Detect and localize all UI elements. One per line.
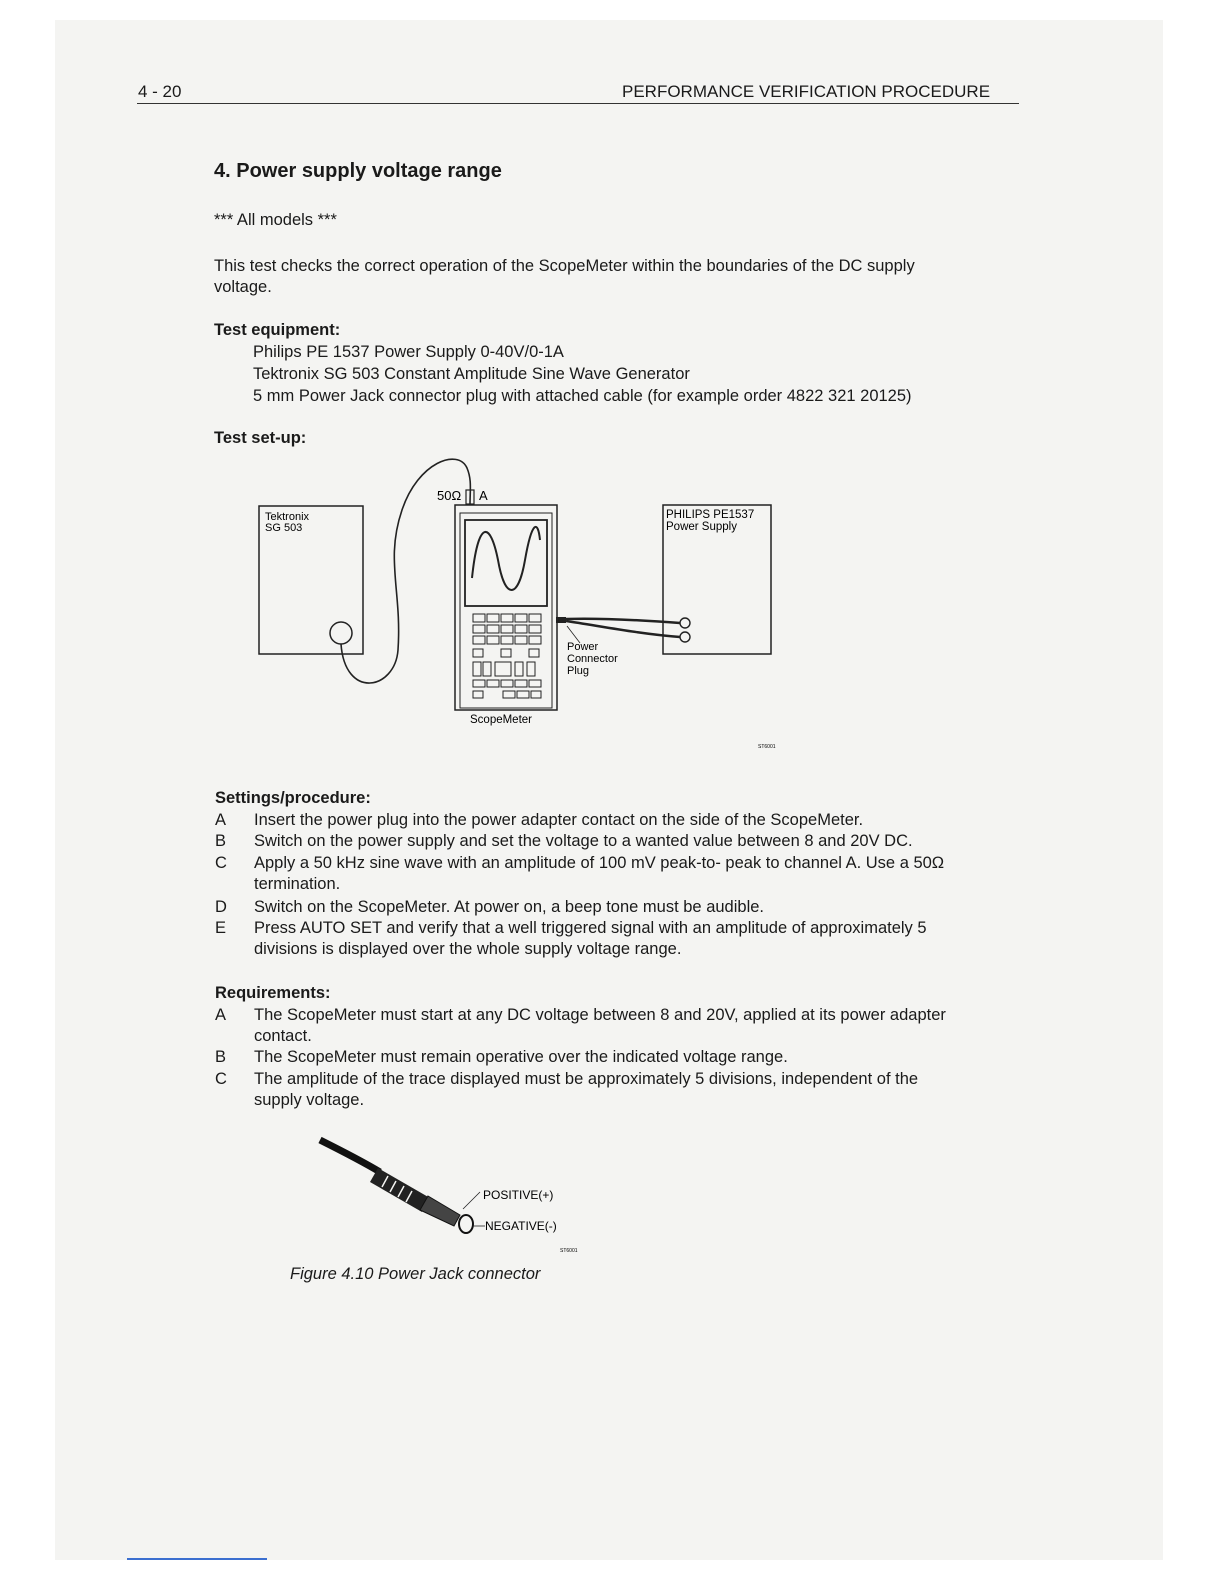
jack-body: [420, 1196, 460, 1226]
item-text: The ScopeMeter must remain operative over the indicated voltage range.: [254, 1048, 788, 1066]
item-text: termination.: [254, 875, 341, 893]
item-text: The amplitude of the trace displayed must be approximately 5 divisions, independent of the: [254, 1070, 919, 1088]
plug-label-3: Plug: [567, 665, 590, 677]
item-text: Press AUTO SET and verify that a well triggered signal with an amplitude of approximately 5: [254, 919, 927, 937]
scopemeter-label: ScopeMeter: [470, 714, 533, 726]
item-key: A: [215, 811, 227, 829]
channel-label: A: [479, 488, 488, 503]
item-text: Switch on the power supply and set the voltage to a wanted value between 8 and 20V DC.: [254, 832, 913, 850]
setup-title: Test set-up:: [214, 429, 307, 447]
power-plug: [556, 617, 566, 623]
positive-label: POSITIVE(+): [483, 1188, 554, 1202]
equipment-item: Philips PE 1537 Power Supply 0-40V/0-1A: [253, 343, 564, 361]
intro-line-1: This test checks the correct operation of the ScopeMeter within the boundaries of the DC supply: [214, 257, 915, 275]
bottom-accent-line: [127, 1558, 267, 1560]
section-title: PERFORMANCE VERIFICATION PROCEDURE: [622, 82, 991, 101]
models-note: *** All models ***: [214, 211, 337, 229]
item-text: Apply a 50 kHz sine wave with an amplitude of 100 mV peak-to- peak to channel A. Use a 50Ω: [254, 854, 945, 872]
scopemeter-body: [455, 505, 557, 710]
intro-line-2: voltage.: [214, 278, 272, 296]
item-key: C: [215, 854, 227, 872]
supply-label-2: Power Supply: [666, 521, 737, 533]
jack-figure-code: ST6001: [560, 1248, 578, 1254]
jack-sleeve: [459, 1215, 473, 1233]
generator-label-1: Tektronix: [265, 511, 310, 523]
item-text: Switch on the ScopeMeter. At power on, a beep tone must be audible.: [254, 898, 764, 916]
page-number: 4 - 20: [138, 82, 182, 101]
generator-output-connector: [330, 622, 352, 644]
generator-label-2: SG 503: [265, 522, 303, 534]
plug-label-1: Power: [567, 641, 599, 653]
supply-terminal-negative: [680, 632, 690, 642]
plug-label-2: Connector: [567, 653, 618, 665]
item-text: contact.: [254, 1027, 312, 1045]
equipment-item: Tektronix SG 503 Constant Amplitude Sine Wave Generator: [253, 365, 690, 383]
item-text: Insert the power plug into the power adapter contact on the side of the ScopeMeter.: [254, 811, 864, 829]
diagram-code: ST6001: [758, 744, 776, 750]
item-key: B: [215, 832, 227, 850]
equipment-item: 5 mm Power Jack connector plug with attached cable (for example order 4822 321 20125): [253, 387, 912, 405]
requirements-title: Requirements:: [215, 984, 331, 1002]
negative-label: NEGATIVE(-): [485, 1219, 557, 1233]
section-heading: 4. Power supply voltage range: [214, 160, 502, 182]
termination-label: 50Ω: [437, 488, 462, 503]
equipment-title: Test equipment:: [214, 321, 341, 339]
settings-title: Settings/procedure:: [215, 789, 371, 807]
item-key: A: [215, 1006, 227, 1024]
positive-leader: [463, 1192, 480, 1209]
item-text: divisions is displayed over the whole supply voltage range.: [254, 940, 682, 958]
item-key: D: [215, 898, 227, 916]
jack-strain-relief: [370, 1168, 430, 1212]
item-text: The ScopeMeter must start at any DC voltage between 8 and 20V, applied at its power adapter: [254, 1006, 946, 1024]
supply-label-1: PHILIPS PE1537: [666, 509, 755, 521]
item-key: E: [215, 919, 227, 937]
power-jack-figure: [0, 1120, 700, 1260]
figure-caption: Figure 4.10 Power Jack connector: [290, 1265, 541, 1283]
item-text: supply voltage.: [254, 1091, 365, 1109]
item-key: B: [215, 1048, 227, 1066]
supply-terminal-positive: [680, 618, 690, 628]
jack-cable: [320, 1140, 380, 1172]
item-key: C: [215, 1070, 227, 1088]
